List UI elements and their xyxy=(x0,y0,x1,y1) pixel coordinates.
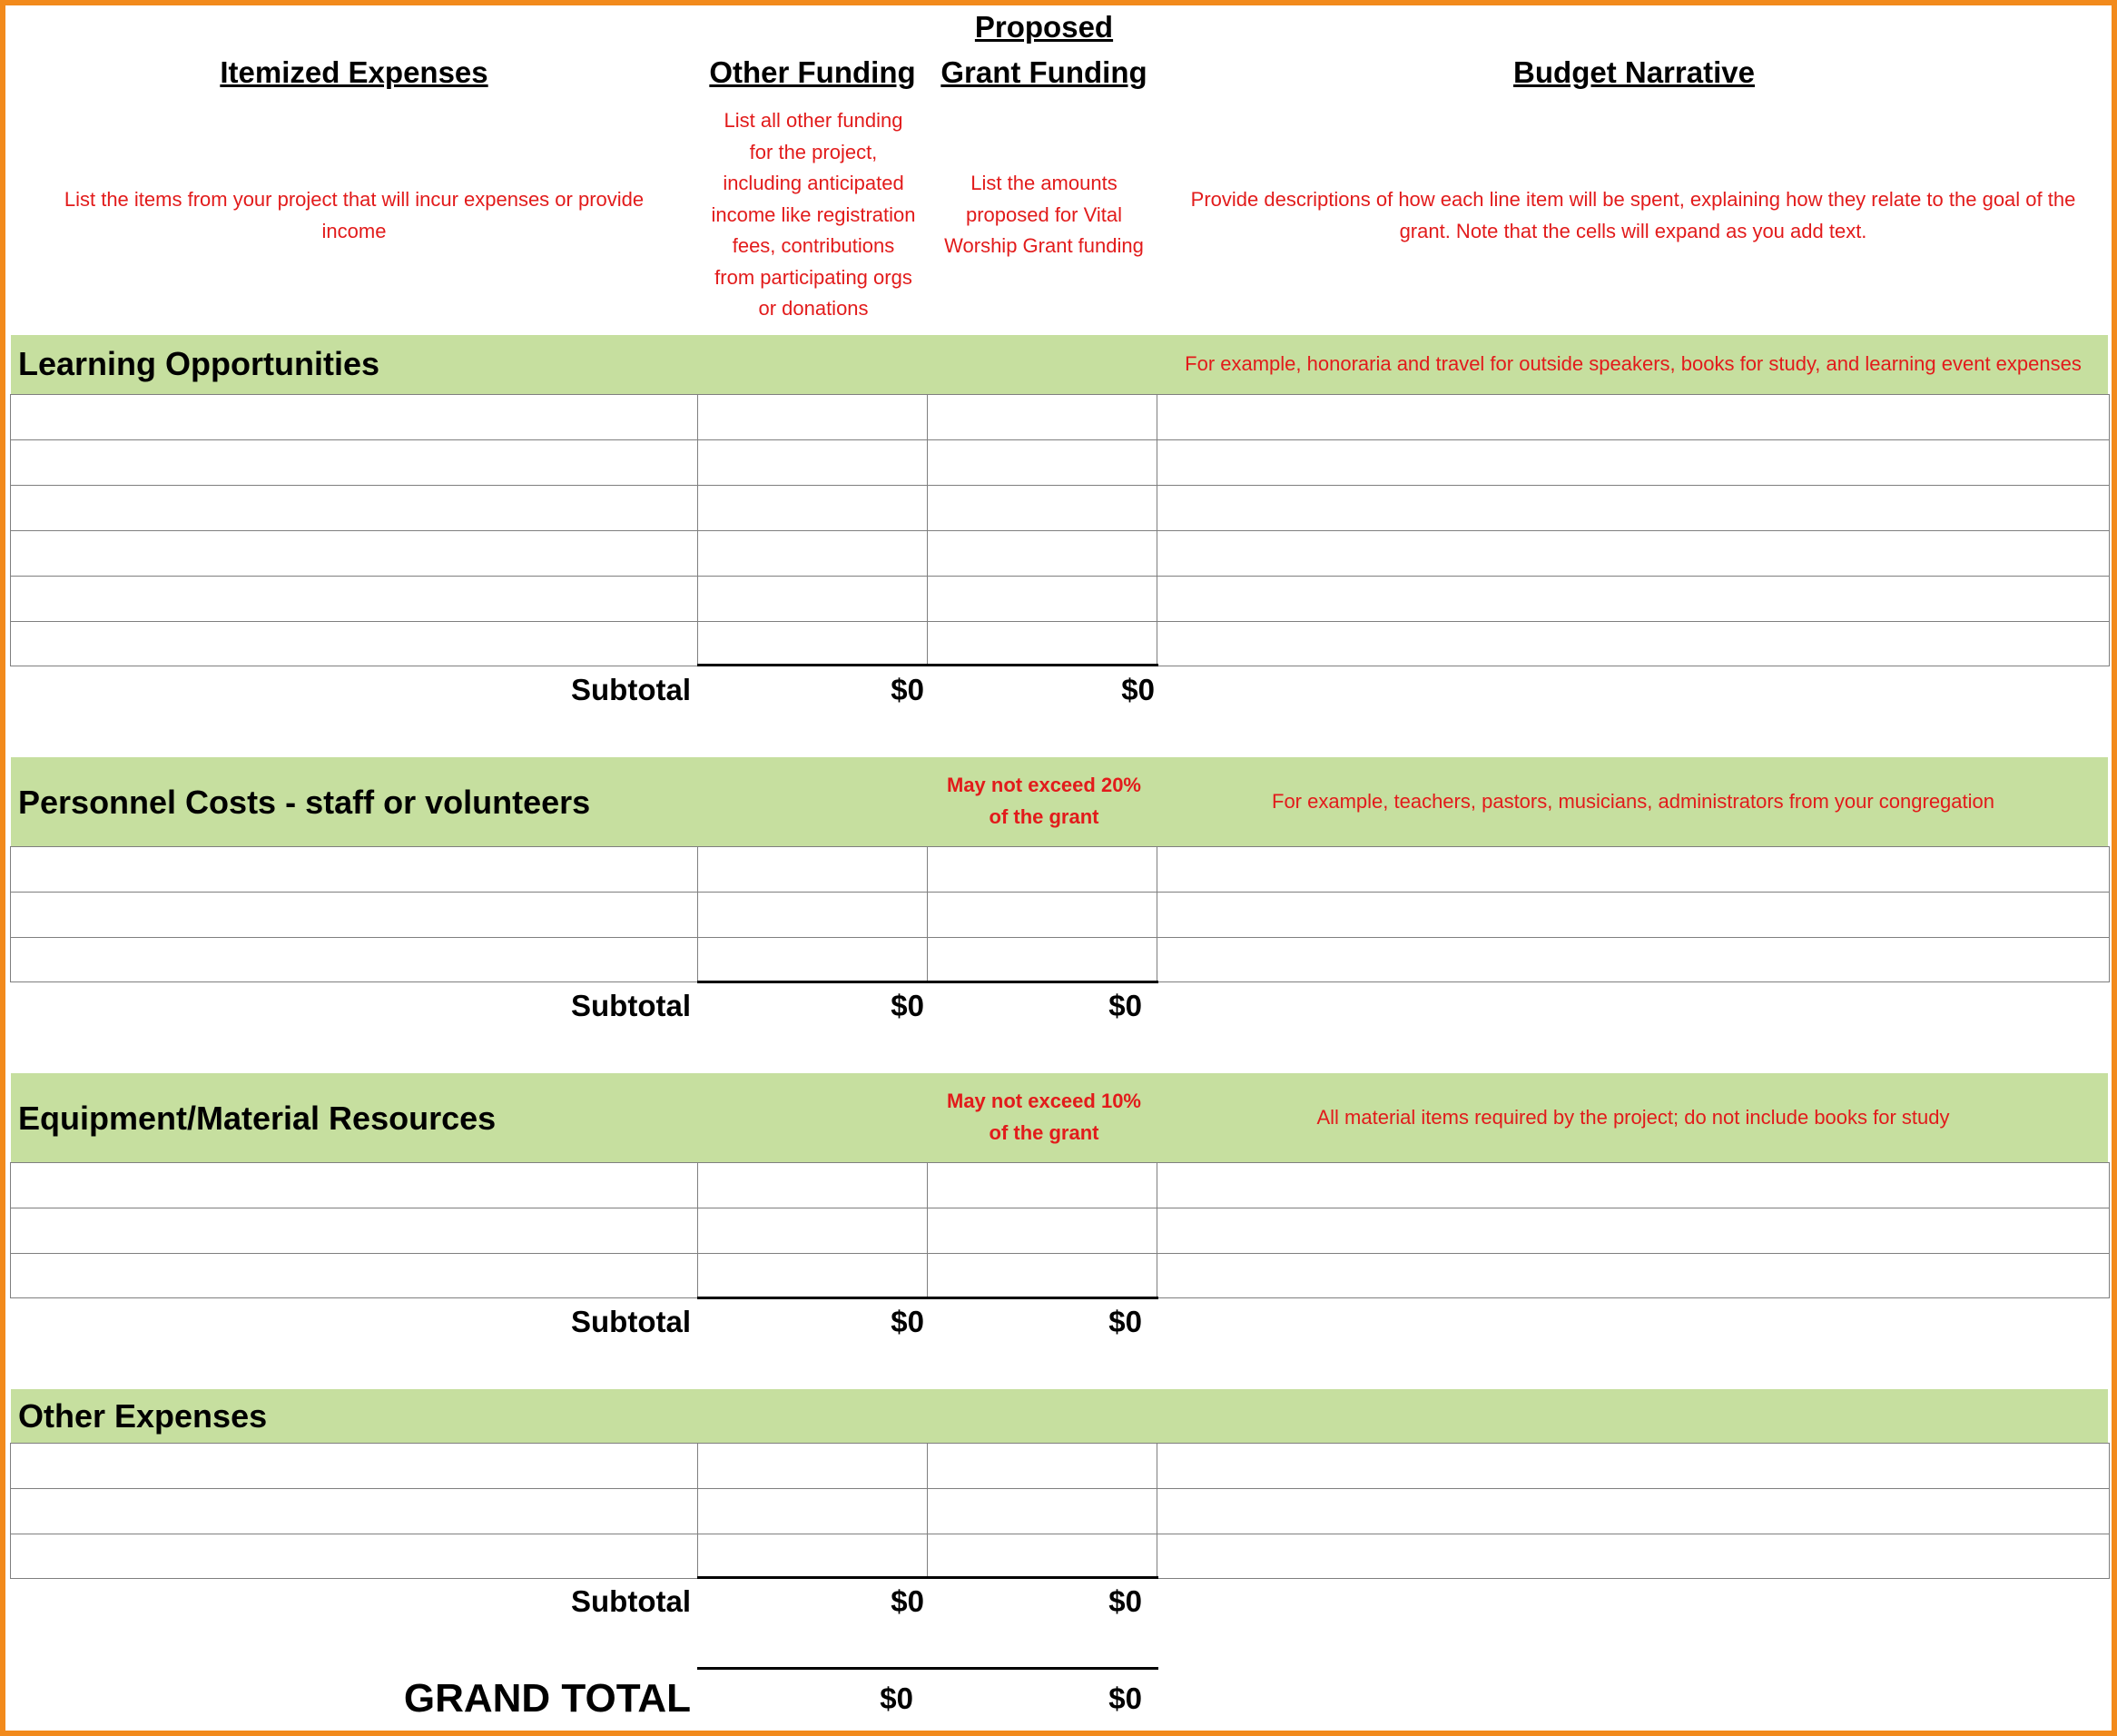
grant-funding-cell[interactable] xyxy=(928,847,1157,892)
table-row xyxy=(11,1253,2109,1298)
section-title: Learning Opportunities xyxy=(18,345,380,382)
other-funding-subtotal: $0 xyxy=(891,989,924,1022)
section-rows-learning xyxy=(10,394,2110,666)
grant-funding-cell[interactable] xyxy=(928,1208,1157,1253)
limit-line: May not exceed 20% xyxy=(947,774,1141,796)
grant-funding-cell[interactable] xyxy=(928,1254,1157,1297)
other-funding-cell[interactable] xyxy=(698,577,928,621)
grant-funding-subtotal: $0 xyxy=(1121,673,1155,706)
table-row xyxy=(11,1443,2109,1488)
instruction-other-funding xyxy=(699,105,928,325)
instruction-proposed-line: proposed for Vital xyxy=(965,202,1123,226)
other-funding-cell[interactable] xyxy=(698,1208,928,1253)
grant-funding-cell[interactable] xyxy=(928,622,1157,666)
section-note: All material items required by the project; do not include books for study xyxy=(1316,1106,1950,1129)
narrative-cell[interactable] xyxy=(1157,1489,2109,1534)
narrative-cell[interactable] xyxy=(1157,1254,2109,1297)
instruction-proposed xyxy=(930,168,1158,262)
other-funding-cell[interactable] xyxy=(698,1534,928,1578)
subtotal-label: Subtotal xyxy=(571,1584,691,1618)
other-funding-subtotal: $0 xyxy=(891,1305,924,1338)
other-funding-subtotal: $0 xyxy=(891,1584,924,1618)
table-row xyxy=(11,485,2109,530)
grant-funding-cell[interactable] xyxy=(928,1534,1157,1578)
instruction-itemized-line: List the items from your project that will incur expenses or provide xyxy=(64,188,645,211)
table-row xyxy=(11,1162,2109,1208)
narrative-cell[interactable] xyxy=(1157,938,2109,981)
narrative-cell[interactable] xyxy=(1157,577,2109,621)
other-funding-cell[interactable] xyxy=(698,395,928,439)
other-funding-cell[interactable] xyxy=(698,486,928,530)
section-rows-other xyxy=(10,1443,2110,1579)
section-title: Equipment/Material Resources xyxy=(18,1100,497,1137)
instruction-other-line: income like registration xyxy=(711,202,916,226)
header-proposed-line1: Proposed xyxy=(974,10,1114,44)
item-cell[interactable] xyxy=(11,847,698,892)
item-cell[interactable] xyxy=(11,486,698,530)
grant-funding-cell[interactable] xyxy=(928,531,1157,576)
grand-total-grant: $0 xyxy=(1108,1682,1142,1715)
other-funding-subtotal: $0 xyxy=(891,673,924,706)
item-cell[interactable] xyxy=(11,577,698,621)
header-budget-narrative: Budget Narrative xyxy=(1513,55,1755,89)
section-title: Personnel Costs - staff or volunteers xyxy=(18,784,591,821)
narrative-cell[interactable] xyxy=(1157,531,2109,576)
section-title: Other Expenses xyxy=(18,1397,268,1435)
header-itemized-expenses: Itemized Expenses xyxy=(220,55,488,89)
subtotal-rule xyxy=(697,1576,1158,1579)
section-rows-equipment xyxy=(10,1162,2110,1298)
section-rows-personnel xyxy=(10,846,2110,982)
narrative-cell[interactable] xyxy=(1157,395,2109,439)
narrative-cell[interactable] xyxy=(1157,1444,2109,1488)
table-row xyxy=(11,439,2109,485)
instruction-other-line: including anticipated xyxy=(723,172,904,194)
item-cell[interactable] xyxy=(11,531,698,576)
narrative-cell[interactable] xyxy=(1157,893,2109,937)
instruction-proposed-line: Worship Grant funding xyxy=(944,234,1144,257)
section-band-learning xyxy=(11,335,2108,394)
header-proposed-line2: Grant Funding xyxy=(940,55,1147,89)
grant-funding-cell[interactable] xyxy=(928,440,1157,485)
grant-funding-cell[interactable] xyxy=(928,395,1157,439)
instruction-itemized xyxy=(18,184,690,247)
item-cell[interactable] xyxy=(11,622,698,666)
item-cell[interactable] xyxy=(11,1489,698,1534)
instruction-other-line: from participating orgs xyxy=(714,265,912,289)
instruction-other-line: for the project, xyxy=(749,140,878,163)
instruction-narrative-line: Provide descriptions of how each line item will be spent, explaining how they relate to the goal of the xyxy=(1190,188,2076,211)
item-cell[interactable] xyxy=(11,395,698,439)
limit-line: of the grant xyxy=(989,804,1099,828)
table-row xyxy=(11,1534,2109,1579)
header-other-funding: Other Funding xyxy=(709,55,916,89)
other-funding-cell[interactable] xyxy=(698,893,928,937)
instruction-other-line: fees, contributions xyxy=(732,234,895,257)
subtotal-rule xyxy=(697,1297,1158,1299)
grant-funding-subtotal: $0 xyxy=(1108,1584,1142,1618)
instruction-narrative xyxy=(1158,184,2108,247)
item-cell[interactable] xyxy=(11,1444,698,1488)
section-note: For example, teachers, pastors, musicians, administrators from your congregation xyxy=(1272,790,1994,813)
table-row xyxy=(11,530,2109,576)
grant-funding-cell[interactable] xyxy=(928,1163,1157,1208)
section-band-equipment xyxy=(11,1073,2108,1162)
table-row xyxy=(11,1208,2109,1253)
limit-line: May not exceed 10% xyxy=(947,1090,1141,1112)
narrative-cell[interactable] xyxy=(1157,486,2109,530)
other-funding-cell[interactable] xyxy=(698,1254,928,1297)
grant-funding-cell[interactable] xyxy=(928,938,1157,981)
item-cell[interactable] xyxy=(11,1163,698,1208)
narrative-cell[interactable] xyxy=(1157,622,2109,666)
table-row xyxy=(11,892,2109,937)
section-note: For example, honoraria and travel for outside speakers, books for study, and learning event expenses xyxy=(1185,352,2082,375)
narrative-cell[interactable] xyxy=(1157,440,2109,485)
section-limit-note xyxy=(930,1086,1158,1149)
grant-funding-cell[interactable] xyxy=(928,577,1157,621)
other-funding-cell[interactable] xyxy=(698,1163,928,1208)
subtotal-rule xyxy=(697,664,1158,666)
grant-funding-subtotal: $0 xyxy=(1108,1305,1142,1338)
item-cell[interactable] xyxy=(11,1254,698,1297)
other-funding-cell[interactable] xyxy=(698,938,928,981)
grant-funding-cell[interactable] xyxy=(928,1444,1157,1488)
section-limit-note xyxy=(930,770,1158,833)
item-cell[interactable] xyxy=(11,938,698,981)
table-row xyxy=(11,621,2109,666)
instruction-proposed-line: List the amounts xyxy=(970,172,1118,194)
instruction-other-line: List all other funding xyxy=(724,109,903,132)
narrative-cell[interactable] xyxy=(1157,1534,2109,1578)
subtotal-label: Subtotal xyxy=(571,673,691,706)
subtotal-label: Subtotal xyxy=(571,989,691,1022)
other-funding-cell[interactable] xyxy=(698,1444,928,1488)
table-row xyxy=(11,846,2109,892)
grand-total-other: $0 xyxy=(880,1682,913,1715)
other-funding-cell[interactable] xyxy=(698,622,928,666)
item-cell[interactable] xyxy=(11,1534,698,1578)
subtotal-label: Subtotal xyxy=(571,1305,691,1338)
instruction-itemized-line: income xyxy=(321,219,387,242)
grant-funding-cell[interactable] xyxy=(928,1489,1157,1534)
grand-total-rule xyxy=(697,1667,1158,1670)
narrative-cell[interactable] xyxy=(1157,847,2109,892)
table-row xyxy=(11,937,2109,982)
instruction-narrative-line: grant. Note that the cells will expand as you add text. xyxy=(1399,219,1867,242)
instruction-other-line: or donations xyxy=(758,297,869,320)
section-band-other xyxy=(11,1389,2108,1443)
item-cell[interactable] xyxy=(11,893,698,937)
grant-funding-cell[interactable] xyxy=(928,893,1157,937)
narrative-cell[interactable] xyxy=(1157,1163,2109,1208)
section-band-personnel xyxy=(11,757,2108,846)
other-funding-cell[interactable] xyxy=(698,1489,928,1534)
other-funding-cell[interactable] xyxy=(698,440,928,485)
grant-funding-subtotal: $0 xyxy=(1108,989,1142,1022)
grant-funding-cell[interactable] xyxy=(928,486,1157,530)
table-row xyxy=(11,394,2109,439)
other-funding-cell[interactable] xyxy=(698,531,928,576)
table-row xyxy=(11,576,2109,621)
other-funding-cell[interactable] xyxy=(698,847,928,892)
limit-line: of the grant xyxy=(989,1120,1099,1144)
item-cell[interactable] xyxy=(11,1208,698,1253)
grand-total-label: GRAND TOTAL xyxy=(403,1676,691,1721)
narrative-cell[interactable] xyxy=(1157,1208,2109,1253)
item-cell[interactable] xyxy=(11,440,698,485)
subtotal-rule xyxy=(697,981,1158,983)
table-row xyxy=(11,1488,2109,1534)
